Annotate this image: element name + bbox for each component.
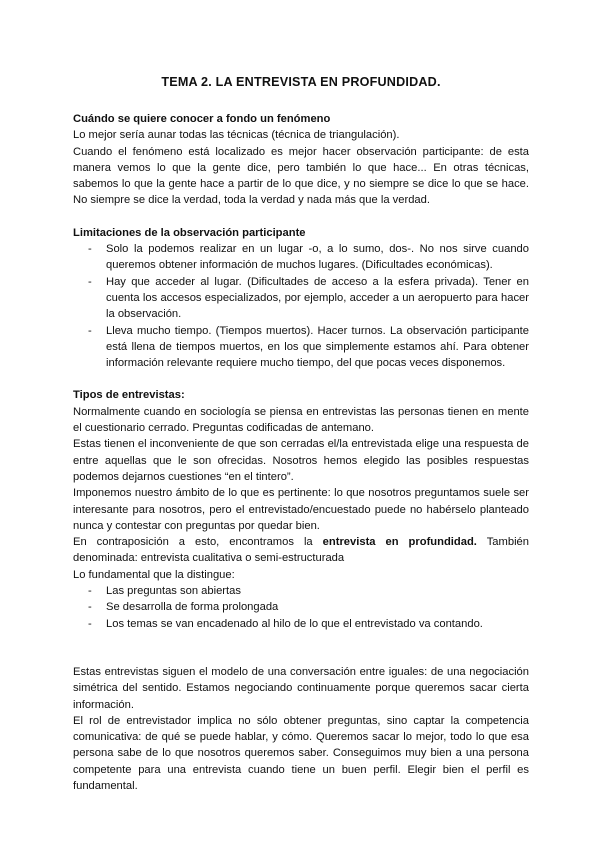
section-heading: Limitaciones de la observación participante [73,226,306,239]
list-item [88,583,529,599]
paragraph: Imponemos nuestro ámbito de lo que es pertinente: lo que nosotros preguntamos suele ser interesante para nosotros, pero el entrevistado/encuestado puede no habérselo planteado nunca y contestar con preguntas por quedar bien. [73,487,529,532]
dash-bullet: - [88,585,92,598]
list-item-text: Hay que acceder al lugar. (Dificultades de acceso a la esfera privada). Tener en cuenta los accesos especializados, por ejemplo, acceder a un aeropuerto para hacer la observación. [106,275,529,321]
contrast-rest: También denominada: entrevista cualitativa o semi-estructurada [73,536,530,565]
contrast-intro: En contraposición a esto, encontramos la [73,536,313,549]
list-item [88,323,529,372]
dash-bullet: - [88,601,92,614]
section-heading: Tipos de entrevistas: [73,389,185,402]
document-page [73,74,529,794]
dash-bullet: - [88,243,92,256]
list-item-text: Las preguntas son abiertas [106,585,241,598]
page-title: TEMA 2. LA ENTREVISTA EN PROFUNDIDAD. [161,75,441,89]
paragraph: Estas tienen el inconveniente de que son cerradas el/la entrevistada elige una respuesta de entre aquellas que le son ofrecidas. Nosotros hemos elegido las posibles respuestas podemos dejarnos cuestiones “en el tintero”. [73,438,529,483]
list-item-text: Los temas se van encadenado al hilo de lo que el entrevistado va contando. [106,617,483,630]
paragraph: Estas entrevistas siguen el modelo de una conversación entre iguales: de una negociación simétrica del sentido. Estamos negociando continuamente porque queremos sacar cierta información. [73,665,529,711]
section-tipos-entrevistas [73,387,529,631]
list-item [88,274,529,323]
section-limitaciones [73,225,529,372]
dash-bullet: - [88,324,92,337]
section-heading: Cuándo se quiere conocer a fondo un fenómeno [73,113,331,125]
paragraph-contrast [73,534,529,567]
list-item-text: Solo la podemos realizar en un lugar -o, a lo sumo, dos-. No nos sirve cuando queremos obtener información de muchos lugares. (Dificultades económicas). [106,243,529,272]
limitaciones-list [73,241,529,371]
paragraph: Cuando el fenómeno está localizado es mejor hacer observación participante: de esta manera vemos lo que la gente dice, pero también lo que hace... En otras técnicas, sabemos lo que la gente hace a partir de lo que dice, y no siempre se dice lo que se hace. No siempre se dice la verdad, toda la verdad y nada más que la verdad. [73,145,529,207]
list-item [88,241,529,274]
paragraph: Normalmente cuando en sociología se piensa en entrevistas las personas tienen en mente el cuestionario cerrado. Preguntas codificadas de antemano. [73,405,529,435]
distinguish-intro: Lo fundamental que la distingue: [73,568,235,581]
list-item [88,599,529,615]
dash-bullet: - [88,275,92,288]
dash-bullet: - [88,617,92,630]
paragraph: El rol de entrevistador implica no sólo obtener preguntas, sino captar la competencia comunicativa: de qué se puede hablar, y cómo. Queremos sacar lo mejor, todo lo que esa persona sabe de lo que nosotros queremos saber. Conseguimos muy bien a una persona competente para una entrevista cuando tiene un buen perfil. Elegir bien el perfil es fundamental. [73,714,529,792]
section-modelo-conversacion [73,664,529,794]
spacer [73,632,529,664]
list-item-text: Se desarrolla de forma prolongada [106,601,279,614]
section-cuando-conocer [73,111,529,209]
list-item [88,616,529,632]
paragraph: Lo mejor sería aunar todas las técnicas (técnica de triangulación). [73,129,400,142]
list-item-text: Lleva mucho tiempo. (Tiempos muertos). Hacer turnos. La observación participante está llena de tiempos muertos, en los que simplemente estamos ahí. Para obtener información relevante requiere mucho tiempo, del que pocas veces disponemos. [106,324,529,370]
contrast-bold: entrevista en profundidad. [322,536,477,549]
distingue-list [73,583,529,632]
